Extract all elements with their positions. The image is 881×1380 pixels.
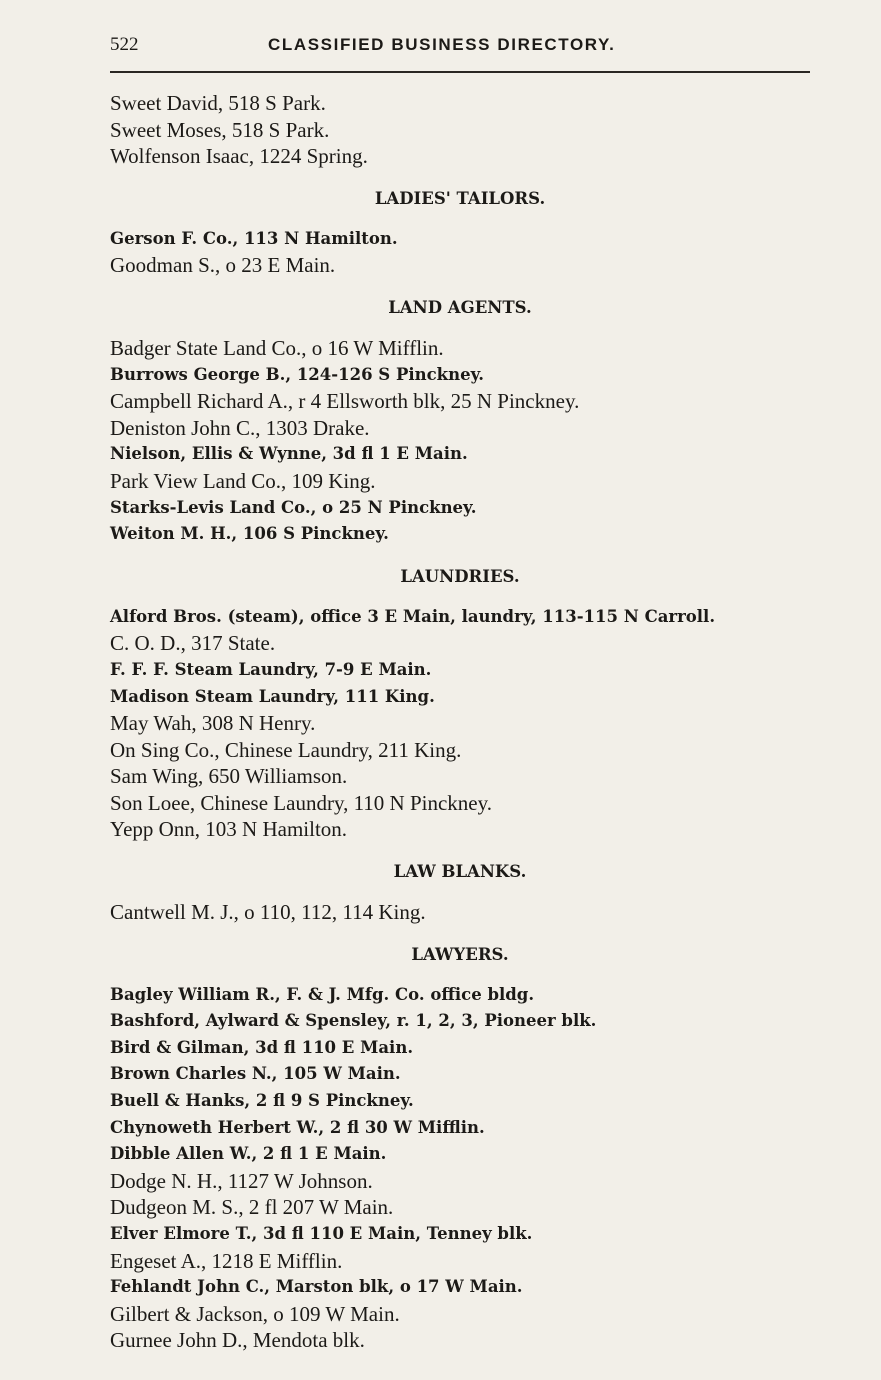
directory-entry: C. O. D., 317 State. (110, 631, 276, 656)
directory-entry: Engeset A., 1218 E Mifflin. (110, 1248, 343, 1273)
directory-entry: Dibble Allen W., 2 fl 1 E Main. (110, 1144, 387, 1164)
directory-entry: Chynoweth Herbert W., 2 fl 30 W Mifflin. (110, 1117, 485, 1137)
directory-entry: Gerson F. Co., 113 N Hamilton. (110, 228, 398, 248)
directory-entry: Campbell Richard A., r 4 Ellsworth blk, 25 N Pinckney. (110, 389, 580, 414)
directory-entry: Wolfenson Isaac, 1224 Spring. (110, 144, 368, 169)
directory-entry: Burrows George B., 124-126 S Pinckney. (110, 364, 485, 384)
directory-entry: Dudgeon M. S., 2 fl 207 W Main. (110, 1195, 394, 1220)
directory-entry: Yepp Onn, 103 N Hamilton. (110, 817, 348, 842)
section-heading: LAW BLANKS. (393, 862, 527, 882)
directory-entry: Weiton M. H., 106 S Pinckney. (110, 524, 389, 544)
directory-entry: May Wah, 308 N Henry. (110, 711, 316, 736)
directory-entry: Park View Land Co., 109 King. (110, 468, 376, 493)
directory-entry: Madison Steam Laundry, 111 King. (110, 686, 435, 706)
directory-section (110, 942, 830, 1354)
directory-entry: Sweet David, 518 S Park. (110, 91, 326, 115)
directory-section (110, 564, 830, 843)
directory-entry: F. F. F. Steam Laundry, 7-9 E Main. (110, 659, 432, 679)
section-heading: LADIES' TAILORS. (374, 188, 546, 208)
directory-section (110, 295, 830, 548)
directory-entry: Alford Bros. (steam), office 3 E Main, laundry, 113-115 N Carroll. (110, 606, 716, 626)
directory-entry: Starks-Levis Land Co., o 25 N Pinckney. (110, 497, 477, 517)
directory-entry: Gilbert & Jackson, o 109 W Main. (110, 1301, 400, 1326)
section-heading: LAND AGENTS. (388, 297, 532, 317)
page-number: 522 (110, 34, 139, 55)
directory-entry: Goodman S., o 23 E Main. (110, 253, 336, 278)
directory-entry: Sam Wing, 650 Williamson. (110, 764, 348, 789)
directory-entry: On Sing Co., Chinese Laundry, 211 King. (110, 737, 462, 762)
directory-entry: Bashford, Aylward & Spensley, r. 1, 2, 3, Pioneer blk. (110, 1011, 597, 1031)
directory-section (110, 90, 830, 170)
directory-entry: Elver Elmore T., 3d fl 110 E Main, Tenney blk. (110, 1224, 533, 1243)
directory-entry: Bird & Gilman, 3d fl 110 E Main. (110, 1037, 414, 1057)
directory-entry: Dodge N. H., 1127 W Johnson. (110, 1168, 373, 1193)
directory-listing (110, 90, 830, 1354)
directory-entry: Deniston John C., 1303 Drake. (110, 415, 370, 440)
running-head (110, 34, 810, 58)
directory-entry: Brown Charles N., 105 W Main. (110, 1064, 401, 1084)
section-heading: LAUNDRIES. (400, 566, 520, 586)
directory-entry: Fehlandt John C., Marston blk, o 17 W Main. (110, 1277, 523, 1297)
directory-entry: Sweet Moses, 518 S Park. (110, 117, 330, 142)
running-title: CLASSIFIED BUSINESS DIRECTORY. (268, 35, 616, 54)
directory-section (110, 186, 830, 279)
header-rule (110, 71, 810, 73)
directory-entry: Buell & Hanks, 2 fl 9 S Pinckney. (110, 1091, 414, 1111)
directory-entry: Son Loee, Chinese Laundry, 110 N Pinckney. (110, 790, 493, 815)
directory-entry: Gurnee John D., Mendota blk. (110, 1328, 365, 1353)
section-heading: LAWYERS. (411, 944, 509, 964)
directory-entry: Badger State Land Co., o 16 W Mifflin. (110, 335, 444, 360)
directory-entry: Nielson, Ellis & Wynne, 3d fl 1 E Main. (110, 444, 468, 464)
directory-section (110, 859, 830, 926)
directory-entry: Bagley William R., F. & J. Mfg. Co. office bldg. (110, 984, 535, 1004)
directory-entry: Cantwell M. J., o 110, 112, 114 King. (110, 900, 426, 925)
